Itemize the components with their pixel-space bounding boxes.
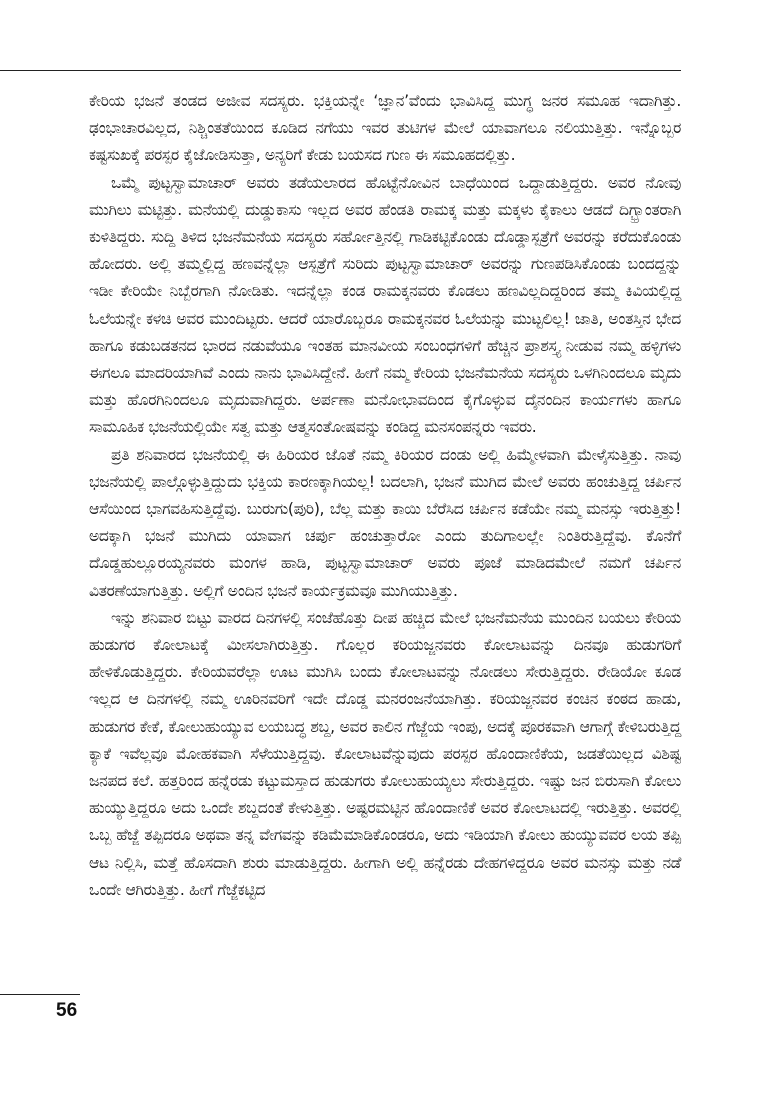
paragraph-4: ಇನ್ನು ಶನಿವಾರ ಬಿಟ್ಟು ವಾರದ ದಿನಗಳಲ್ಲಿ ಸಂಜೆಹೊತ್ತು ದೀಪ ಹಚ್ಚಿದ ಮೇಲೆ ಭಜನೆಮನೆಯ ಮುಂದಿನ ಬಯಲು ಕೇರಿಯ ಹುಡುಗರ ಕೋಲಾಟಕ್ಕೆ ಮೀಸಲಾಗಿರುತ್ತಿತ್ತು. ಗೊಲ್ಲರ ಕರಿಯಜ್ಜನವರು ಕೋಲಾಟವನ್ನು ದಿನವೂ ಹುಡುಗರಿಗೆ ಹೇಳಿಕೊಡುತ್ತಿದ್ದರು. ಕೇರಿಯವರೆಲ್ಲಾ ಊಟ ಮುಗಿಸಿ ಬಂದು ಕೋಲಾಟವನ್ನು ನೋಡಲು ಸೇರುತ್ತಿದ್ದರು. ರೇಡಿಯೋ ಕೂಡ ಇಲ್ಲದ ಆ ದಿನಗಳಲ್ಲಿ ನಮ್ಮ ಊರಿನವರಿಗೆ ಇದೇ ದೊಡ್ಡ ಮನರಂಜನೆಯಾಗಿತ್ತು. ಕರಿಯಜ್ಜನವರ ಕಂಚಿನ ಕಂಠದ ಹಾಡು, ಹುಡುಗರ ಕೇಕೆ, ಕೋಲುಹುಯ್ಯುವ ಲಯಬದ್ಧ ಶಬ್ದ, ಅವರ ಕಾಲಿನ ಗೆಜ್ಜೆಯ ಇಂಪು, ಅದಕ್ಕೆ ಪೂರಕವಾಗಿ ಆಗಾಗ್ಗೆ ಕೇಳಿಬರುತ್ತಿದ್ದ ಕ್ಯಾಕೆ ಇವೆಲ್ಲವೂ ಮೋಹಕವಾಗಿ ಸೆಳೆಯುತ್ತಿದ್ದವು. ಕೋಲಾಟವೆನ್ನುವುದು ಪರಸ್ಪರ ಹೊಂದಾಣಿಕೆಯ, ಜಡತೆಯಿಲ್ಲದ ವಿಶಿಷ್ಟ ಜನಪದ ಕಲೆ. ಹತ್ತರಿಂದ ಹನ್ನೆರಡು ಕಟ್ಟುಮಸ್ತಾದ ಹುಡುಗರು ಕೋಲುಹುಯ್ಯಲು ಸೇರುತ್ತಿದ್ದರು. ಇಷ್ಟು ಜನ ಬಿರುಸಾಗಿ ಕೋಲು ಹುಯ್ಯುತ್ತಿದ್ದರೂ ಅದು ಒಂದೇ ಶಬ್ದದಂತೆ ಕೇಳುತ್ತಿತ್ತು. ಅಷ್ಟರಮಟ್ಟಿನ ಹೊಂದಾಣಿಕೆ ಅವರ ಕೋಲಾಟದಲ್ಲಿ ಇರುತ್ತಿತ್ತು. ಅವರಲ್ಲಿ ಒಬ್ಬ ಹೆಜ್ಜೆ ತಪ್ಪಿದರೂ ಅಥವಾ ತನ್ನ ವೇಗವನ್ನು ಕಡಿಮೆಮಾಡಿಕೊಂಡರೂ, ಅದು ಇಡಿಯಾಗಿ ಕೋಲು ಹುಯ್ಯುವವರ ಲಯ ತಪ್ಪಿ ಆಟ ನಿಲ್ಲಿಸಿ, ಮತ್ತೆ ಹೊಸದಾಗಿ ಶುರು ಮಾಡುತ್ತಿದ್ದರು. ಹೀಗಾಗಿ ಅಲ್ಲಿ ಹನ್ನೆರಡು ದೇಹಗಳಿದ್ದರೂ ಅವರ ಮನಸ್ಸು ಮತ್ತು ನಡೆ ಒಂದೇ ಆಗಿರುತ್ತಿತ್ತು. ಹೀಗೆ ಗೆಜ್ಜೆಕಟ್ಟಿದ xyxy=(89,608,681,899)
body-text xyxy=(89,88,681,904)
footer-rule xyxy=(0,994,80,995)
paragraph-2: ಒಮ್ಮೆ ಪುಟ್ಟಸ್ವಾಮಾಚಾರ್ ಅವರು ತಡೆಯಲಾರದ ಹೊಟ್ಟೆನೋವಿನ ಬಾಧೆಯಿಂದ ಒದ್ದಾಡುತ್ತಿದ್ದರು. ಅವರ ನೋವು ಮುಗಿಲು ಮಟ್ಟಿತ್ತು. ಮನೆಯಲ್ಲಿ ದುಡ್ಡುಕಾಸು ಇಲ್ಲದ ಅವರ ಹೆಂಡತಿ ರಾಮಕ್ಕ ಮತ್ತು ಮಕ್ಕಳು ಕೈಕಾಲು ಆಡದೆ ದಿಗ್ಭ್ರಾಂತರಾಗಿ ಕುಳಿತಿದ್ದರು. ಸುದ್ದಿ ತಿಳಿದ ಭಜನೆಮನೆಯ ಸದಸ್ಯರು ಸರ್ಹೋತ್ತಿನಲ್ಲಿ ಗಾಡಿಕಟ್ಟಿಕೊಂಡು ದೊಡ್ಡಾಸ್ಪತ್ರೆಗೆ ಅವರನ್ನು ಕರೆದುಕೊಂಡು ಹೋದರು. ಅಲ್ಲಿ ತಮ್ಮಲ್ಲಿದ್ದ ಹಣವನ್ನೆಲ್ಲಾ ಆಸ್ಪತ್ರೆಗೆ ಸುರಿದು ಪುಟ್ಟಸ್ವಾಮಾಚಾರ್ ಅವರನ್ನು ಗುಣಪಡಿಸಿಕೊಂಡು ಬಂದದ್ದನ್ನು ಇಡೀ ಕೇರಿಯೇ ನಿಬ್ಬೆರಗಾಗಿ ನೋಡಿತು. ಇದನ್ನೆಲ್ಲಾ ಕಂಡ ರಾಮಕ್ಕನವರು ಕೊಡಲು ಹಣವಿಲ್ಲದಿದ್ದರಿಂದ ತಮ್ಮ ಕಿವಿಯಲ್ಲಿದ್ದ ಓಲೆಯನ್ನೇ ಕಳಚಿ ಅವರ ಮುಂದಿಟ್ಟರು. ಆದರೆ ಯಾರೊಬ್ಬರೂ ರಾಮಕ್ಕನವರ ಓಲೆಯನ್ನು ಮುಟ್ಟಲಿಲ್ಲ! ಜಾತಿ, ಅಂತಸ್ತಿನ ಭೇದ ಹಾಗೂ ಕಡುಬಡತನದ ಭಾರದ ನಡುವೆಯೂ ಇಂತಹ ಮಾನವೀಯ ಸಂಬಂಧಗಳಿಗೆ ಹೆಚ್ಚಿನ ಪ್ರಾಶಸ್ತ್ಯ ನೀಡುವ ನಮ್ಮ ಹಳ್ಳಿಗಳು ಈಗಲೂ ಮಾದರಿಯಾಗಿವೆ ಎಂದು ನಾನು ಭಾವಿಸಿದ್ದೇನೆ. ಹೀಗೆ ನಮ್ಮ ಕೇರಿಯ ಭಜನೆಮನೆಯ ಸದಸ್ಯರು ಒಳಗಿನಿಂದಲೂ ಮೃದು ಮತ್ತು ಹೊರಗಿನಿಂದಲೂ ಮೃದುವಾಗಿದ್ದರು. ಅರ್ಪಣಾ ಮನೋಭಾವದಿಂದ ಕೈಗೊಳ್ಳುವ ದೈನಂದಿನ ಕಾರ್ಯಗಳು ಹಾಗೂ ಸಾಮೂಹಿಕ ಭಜನೆಯಲ್ಲಿಯೇ ಸತ್ವ ಮತ್ತು ಆತ್ಮಸಂತೋಷವನ್ನು ಕಂಡಿದ್ದ ಮನಸಂಪನ್ನರು ಇವರು. xyxy=(89,173,681,437)
header-rule xyxy=(0,70,681,71)
paragraph-1: ಕೇರಿಯ ಭಜನೆ ತಂಡದ ಅಜೀವ ಸದಸ್ಯರು. ಭಕ್ತಿಯನ್ನೇ ‘ಜ್ಞಾನ’ವೆಂದು ಭಾವಿಸಿದ್ದ ಮುಗ್ಧ ಜನರ ಸಮೂಹ ಇದಾಗಿತ್ತು. ಢಂಭಾಚಾರವಿಲ್ಲದ, ನಿಶ್ಚಿಂತತೆಯಿಂದ ಕೂಡಿದ ನಗೆಯು ಇವರ ತುಟಿಗಳ ಮೇಲೆ ಯಾವಾಗಲೂ ನಲಿಯುತ್ತಿತ್ತು. ಇನ್ನೊಬ್ಬರ ಕಷ್ಟಸುಖಕ್ಕೆ ಪರಸ್ಪರ ಕೈಜೋಡಿಸುತ್ತಾ, ಅನ್ಯರಿಗೆ ಕೇಡು ಬಯಸದ ಗುಣ ಈ ಸಮೂಹದಲ್ಲಿತ್ತು. xyxy=(89,92,681,165)
page-number: 56 xyxy=(56,1000,78,1021)
paragraph-3: ಪ್ರತಿ ಶನಿವಾರದ ಭಜನೆಯಲ್ಲಿ ಈ ಹಿರಿಯರ ಜೊತೆ ನಮ್ಮ ಕಿರಿಯರ ದಂಡು ಅಲ್ಲಿ ಹಿಮ್ಮೇಳವಾಗಿ ಮೇಳೈಸುತ್ತಿತ್ತು. ನಾವು ಭಜನೆಯಲ್ಲಿ ಪಾಲ್ಗೊಳ್ಳುತ್ತಿದ್ದುದು ಭಕ್ತಿಯ ಕಾರಣಕ್ಕಾಗಿಯಲ್ಲ! ಬದಲಾಗಿ, ಭಜನೆ ಮುಗಿದ ಮೇಲೆ ಅವರು ಹಂಚುತ್ತಿದ್ದ ಚರ್ಪಿನ ಆಸೆಯಿಂದ ಭಾಗವಹಿಸುತ್ತಿದ್ದೆವು. ಬುರುಗು(ಪುರಿ), ಬೆಲ್ಲ ಮತ್ತು ಕಾಯಿ ಬೆರೆಸಿದ ಚರ್ಪಿನ ಕಡೆಯೇ ನಮ್ಮ ಮನಸ್ಸು ಇರುತ್ತಿತ್ತು! ಅದಕ್ಕಾಗಿ ಭಜನೆ ಮುಗಿದು ಯಾವಾಗ ಚರ್ಪು ಹಂಚುತ್ತಾರೋ ಎಂದು ತುದಿಗಾಲಲ್ಲೇ ನಿಂತಿರುತ್ತಿದ್ದೆವು. ಕೊನೆಗೆ ದೊಡ್ಡಹುಲ್ಲೂರಯ್ಯನವರು ಮಂಗಳ ಹಾಡಿ, ಪುಟ್ಟಸ್ವಾಮಾಚಾರ್ ಅವರು ಪೂಜೆ ಮಾಡಿದಮೇಲೆ ನಮಗೆ ಚರ್ಪಿನ ವಿತರಣೆಯಾಗುತ್ತಿತ್ತು. ಅಲ್ಲಿಗೆ ಅಂದಿನ ಭಜನೆ ಕಾರ್ಯಕ್ರಮವೂ ಮುಗಿಯುತ್ತಿತ್ತು. xyxy=(89,445,681,600)
